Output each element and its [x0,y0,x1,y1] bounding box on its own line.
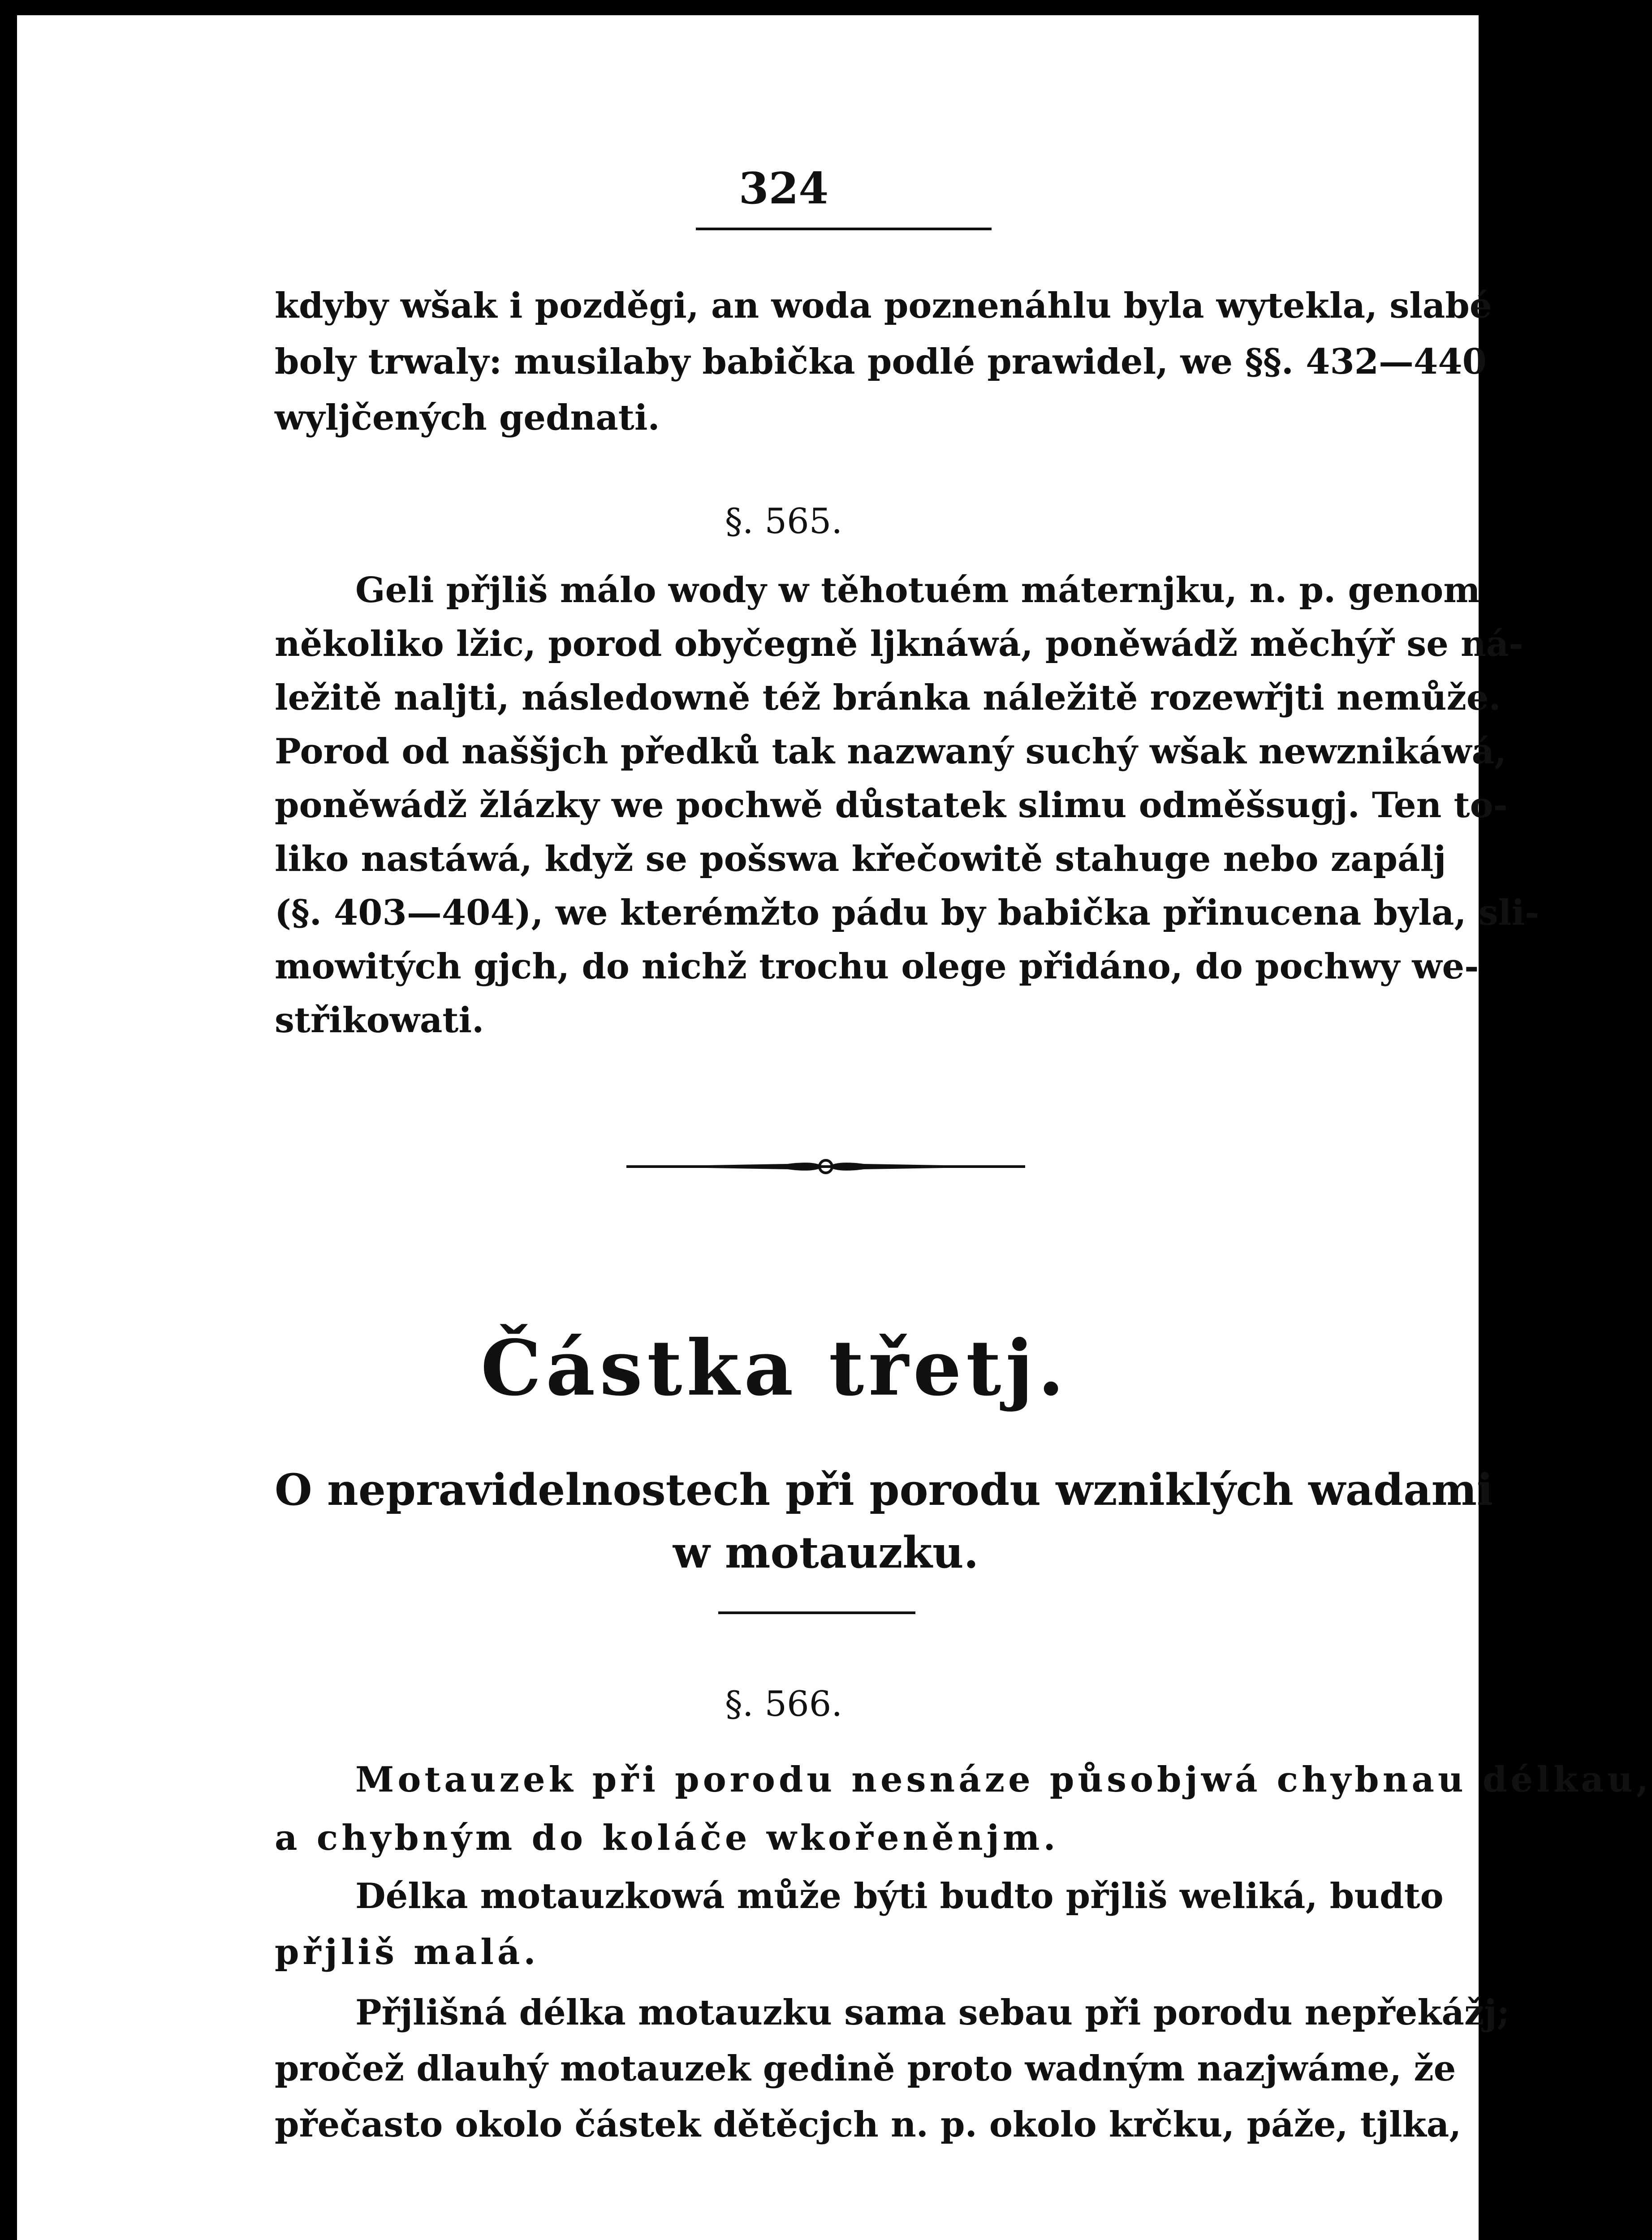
text-line: přjliš malá. [275,1932,539,1973]
text-line: mowitých gjch, do nichž trochu olege přidáno, do pochwy we- [275,946,1479,987]
text-line: přečasto okolo částek dětěcjch n. p. okolo krčku, páže, tjlka, [275,2104,1462,2145]
text-line: střikowati. [275,1000,484,1041]
page-number: 324 [738,163,829,214]
chapter-rule [718,1611,915,1614]
text-line: liko nastáwá, když se pošswa křečowitě stahuge nebo zapálj [275,839,1446,879]
text-line: a chybným do koláče wkořeněnjm. [275,1818,1059,1858]
text-line: Přjlišná délka motauzku sama sebau při porodu nepřekážj; [355,1992,1510,2033]
text-line: pročež dlauhý motauzek gedině proto wadným nazjwáme, že [275,2048,1456,2089]
header-rule [696,228,992,230]
text-line: wyljčených gednati. [275,397,660,438]
text-line: Porod od naššjch předků tak nazwaný suchý wšak newznikáwá, [275,731,1507,772]
chapter-subtitle: O nepravidelnostech při porodu wzniklých wadami [275,1465,1493,1515]
ornament-divider [626,1153,1025,1180]
text-line: ležitě naljti, následowně též bránka náležitě rozewřjti nemůže. [275,677,1501,718]
text-line: Délka motauzkowá může býti budto přjliš weliká, budto [355,1876,1444,1917]
text-line: boly trwaly: musilaby babička podlé prawidel, we §§. 432—440 [275,341,1487,382]
book-page [17,15,1652,2240]
section-heading: §. 565. [725,501,843,542]
text-line: několiko lžic, porod obyčegně ljknáwá, poněwádž měchýř se ná- [275,624,1523,664]
chapter-title: Částka třetj. [480,1323,1069,1413]
text-line: Motauzek při porodu nesnáze působjwá chybnau délkau, [355,1759,1652,1800]
section-heading: §. 566. [725,1684,843,1724]
chapter-subtitle: w motauzku. [673,1527,979,1578]
text-line: kdyby wšak i pozděgi, an woda poznenáhlu byla wytekla, slabé [275,285,1492,326]
text-line: (§. 403—404), we kterémžto pádu by babička přinucena byla, sli- [275,892,1540,933]
text-line: Geli přjliš málo wody w těhotuém máternjku, n. p. genom [355,570,1480,611]
text-line: poněwádž žlázky we pochwě důstatek slimu odměšsugj. Ten to- [275,785,1508,826]
